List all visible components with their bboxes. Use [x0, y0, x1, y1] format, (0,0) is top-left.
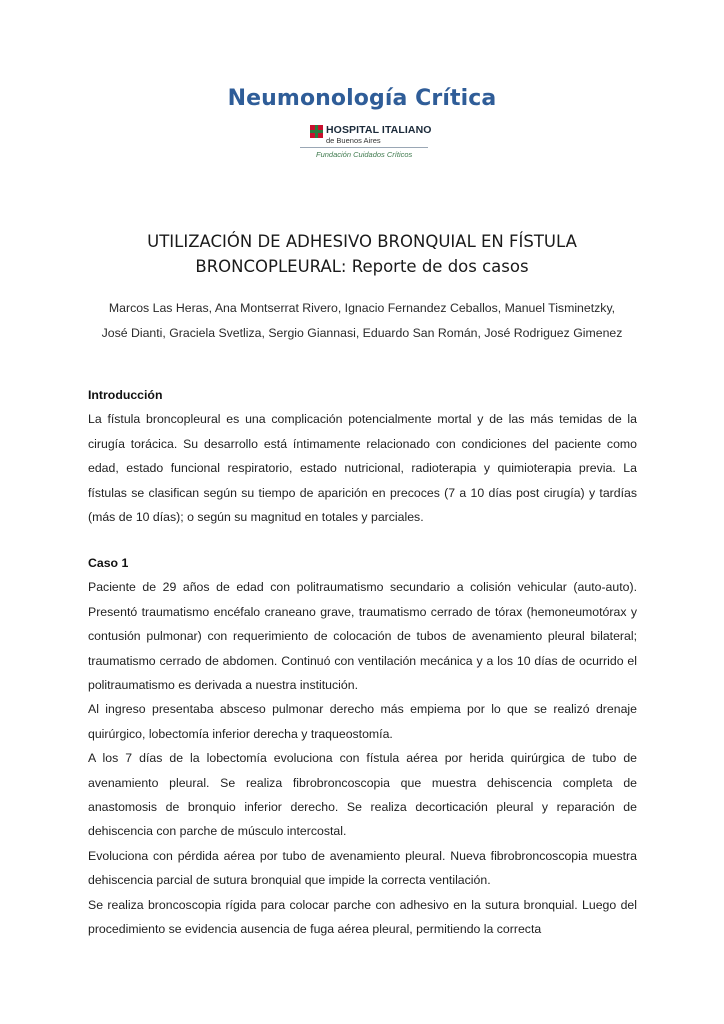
- hospital-cross-icon: [310, 125, 323, 138]
- case-1-paragraph: A los 7 días de la lobectomía evoluciona con fístula aérea por herida quirúrgica de tubo de avenamiento pleural. Se realiza fibrobroncoscopia que muestra dehiscencia completa de anastomosis de bronquio inferior derecho. Se realiza decorticación pleural y reparación de dehiscencia con parche de músculo intercostal.: [88, 751, 637, 839]
- case-1-paragraph: Evoluciona con pérdida aérea por tubo de avenamiento pleural. Nueva fibrobroncoscopia muestra dehiscencia parcial de sutura bronquial que impide la correcta ventilación.: [88, 848, 637, 888]
- paper-title-line-1: UTILIZACIÓN DE ADHESIVO BRONQUIAL EN FÍSTULA: [147, 232, 577, 251]
- paper-title-line-2: BRONCOPLEURAL: Reporte de dos casos: [195, 257, 529, 276]
- paper-title: [60, 229, 664, 279]
- introduction-heading: Introducción: [88, 388, 163, 402]
- author-list: [70, 296, 654, 346]
- logo-divider: [300, 147, 428, 148]
- foundation-name: Fundación Cuidados Críticos: [316, 150, 413, 159]
- hospital-name: HOSPITAL ITALIANO: [326, 124, 432, 136]
- case-1-heading: Caso 1: [88, 556, 129, 570]
- hospital-logo: [298, 124, 438, 164]
- authors-line-1: Marcos Las Heras, Ana Montserrat Rivero, Ignacio Fernandez Ceballos, Manuel Tisminetzky,: [108, 301, 616, 315]
- case-1-paragraph: Al ingreso presentaba absceso pulmonar derecho más empiema por lo que se realizó drenaje quirúrgico, lobectomía inferior derecha y traqueostomía.: [88, 702, 637, 741]
- case-1-paragraph: Paciente de 29 años de edad con politraumatismo secundario a colisión vehicular (auto-auto). Presentó traumatismo encéfalo craneano grave, traumatismo cerrado de tórax (hemoneumotórax y contusión pulmonar) con requerimiento de colocación de tubos de avenamiento pleural bilateral; traumatismo cerrado de abdomen. Continuó con ventilación mecánica y a los 10 días de ocurrido el politraumatismo es derivada a nuestra institución.: [88, 580, 637, 693]
- introduction-paragraph: La fístula broncopleural es una complicación potencialmente mortal y de las más temidas de la cirugía torácica. Su desarrollo está íntimamente relacionado con condiciones del paciente como edad, estado funcional respiratorio, estado nutricional, radioterapia y quimioterapia previa. La fístulas se clasifican según su tiempo de aparición en precoces (7 a 10 días post cirugía) y tardías (más de 10 días); o según su magnitud en totales y parciales.: [88, 412, 637, 525]
- hospital-subtitle: de Buenos Aires: [326, 136, 381, 145]
- introduction-section: [88, 383, 637, 529]
- case-1-paragraph: Se realiza broncoscopia rígida para colocar parche con adhesivo en la sutura bronquial. Luego del procedimiento se evidencia ausencia de fuga aérea pleural, permitiendo la correcta: [88, 897, 637, 937]
- authors-line-2: José Dianti, Graciela Svetliza, Sergio Giannasi, Eduardo San Román, José Rodriguez Gimenez: [101, 326, 623, 340]
- journal-title: Neumonología Crítica: [227, 86, 497, 111]
- case-1-section: [88, 551, 637, 942]
